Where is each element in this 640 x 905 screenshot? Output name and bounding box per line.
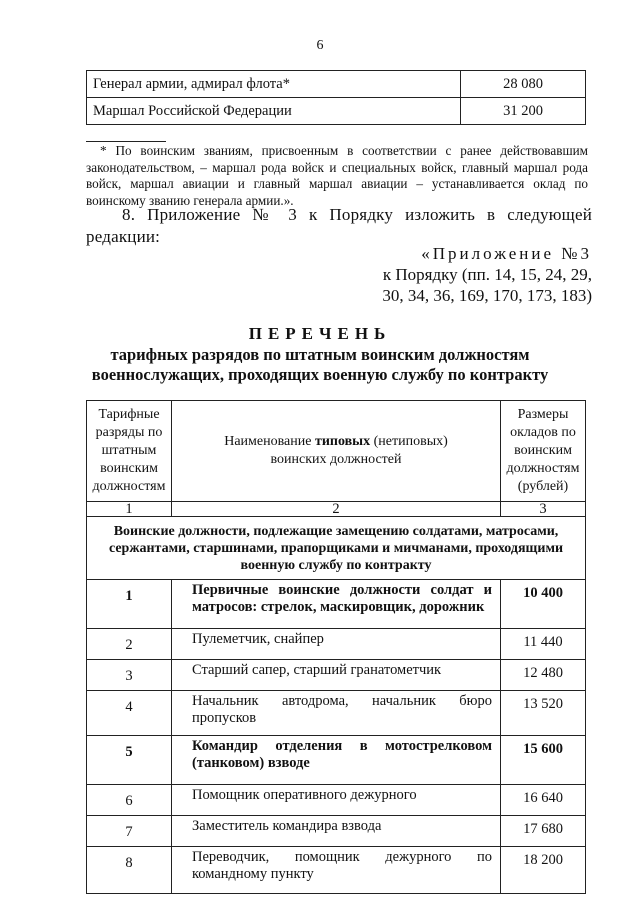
position-cell: Старший сапер, старший гранатометчик bbox=[172, 660, 501, 691]
footnote-divider bbox=[86, 141, 166, 142]
position-cell: Заместитель командира взвода bbox=[172, 816, 501, 847]
salary-cell: 10 400 bbox=[501, 580, 586, 629]
rank-salary-table bbox=[86, 70, 586, 125]
position-cell: Помощник оперативного дежурного bbox=[172, 785, 501, 816]
tariff-grades-table bbox=[86, 400, 586, 894]
salary-cell: 31 200 bbox=[461, 98, 586, 125]
position-cell: Переводчик, помощник дежурного по командному пункту bbox=[172, 847, 501, 894]
document-subtitle bbox=[60, 345, 580, 385]
header-position bbox=[172, 401, 501, 502]
grade-cell: 6 bbox=[87, 785, 172, 816]
salary-cell: 18 200 bbox=[501, 847, 586, 894]
salary-cell: 16 640 bbox=[501, 785, 586, 816]
table-row bbox=[87, 816, 586, 847]
header-position-pre: Наименование bbox=[224, 434, 315, 449]
table-row bbox=[87, 660, 586, 691]
table-header-row bbox=[87, 401, 586, 502]
salary-cell: 12 480 bbox=[501, 660, 586, 691]
page-number: 6 bbox=[316, 38, 324, 53]
grade-cell: 7 bbox=[87, 816, 172, 847]
grade-cell: 3 bbox=[87, 660, 172, 691]
header-grade: Тарифные разряды по штатным воинским должностям bbox=[87, 401, 172, 502]
appendix-line: к Порядку (пп. 14, 15, 24, 29, bbox=[382, 265, 592, 284]
table-row bbox=[87, 847, 586, 894]
section-heading: Воинские должности, подлежащие замещению солдатами, матросами, сержантами, старшинами, прапорщиками и мичманами, проходящими военную службу по контракту bbox=[87, 517, 586, 580]
section-row bbox=[87, 517, 586, 580]
position-cell: Командир отделения в мотострелковом (танковом) взводе bbox=[172, 736, 501, 785]
grade-cell: 2 bbox=[87, 629, 172, 660]
rank-cell: Маршал Российской Федерации bbox=[87, 98, 461, 125]
grade-cell: 1 bbox=[87, 580, 172, 629]
position-cell: Первичные воинские должности солдат и матросов: стрелок, маскировщик, дорожник bbox=[172, 580, 501, 629]
position-cell: Пулеметчик, снайпер bbox=[172, 629, 501, 660]
column-number-row bbox=[87, 502, 586, 517]
header-position-bold: типовых bbox=[314, 434, 371, 449]
table-row bbox=[87, 629, 586, 660]
table-row bbox=[87, 71, 586, 98]
grade-cell: 4 bbox=[87, 691, 172, 736]
column-number: 1 bbox=[87, 502, 172, 517]
appendix-reference bbox=[382, 243, 592, 306]
appendix-title: «Приложение №3 bbox=[421, 244, 592, 263]
grade-cell: 8 bbox=[87, 847, 172, 894]
header-position-post: (нетиповых) воинских должностей bbox=[270, 434, 448, 467]
table-row bbox=[87, 691, 586, 736]
header-salary: Размеры окладов по воинским должностям (рублей) bbox=[501, 401, 586, 502]
position-cell: Начальник автодрома, начальник бюро пропусков bbox=[172, 691, 501, 736]
column-number: 2 bbox=[172, 502, 501, 517]
document-title: ПЕРЕЧЕНЬ bbox=[248, 324, 392, 343]
column-number: 3 bbox=[501, 502, 586, 517]
table-row bbox=[87, 580, 586, 629]
table-row bbox=[87, 785, 586, 816]
salary-cell: 17 680 bbox=[501, 816, 586, 847]
subtitle-line: военнослужащих, проходящих военную службу по контракту bbox=[91, 365, 549, 384]
table-row bbox=[87, 736, 586, 785]
paragraph-8: 8. Приложение № 3 к Порядку изложить в следующей редакции: bbox=[86, 205, 592, 246]
rank-cell: Генерал армии, адмирал флота* bbox=[87, 71, 461, 98]
salary-cell: 13 520 bbox=[501, 691, 586, 736]
subtitle-line: тарифных разрядов по штатным воинским должностям bbox=[110, 345, 530, 364]
table-row bbox=[87, 98, 586, 125]
salary-cell: 15 600 bbox=[501, 736, 586, 785]
footnote: * По воинским званиям, присвоенным в соответствии с ранее действовавшим законодательством, – маршал рода войск и специальных войск, главный маршал рода войск, маршал авиации и главный маршал авиации – устанавливается оклад по воинскому званию генерала армии.». bbox=[86, 143, 588, 208]
salary-cell: 28 080 bbox=[461, 71, 586, 98]
salary-cell: 11 440 bbox=[501, 629, 586, 660]
appendix-line: 30, 34, 36, 169, 170, 173, 183) bbox=[382, 286, 592, 305]
grade-cell: 5 bbox=[87, 736, 172, 785]
